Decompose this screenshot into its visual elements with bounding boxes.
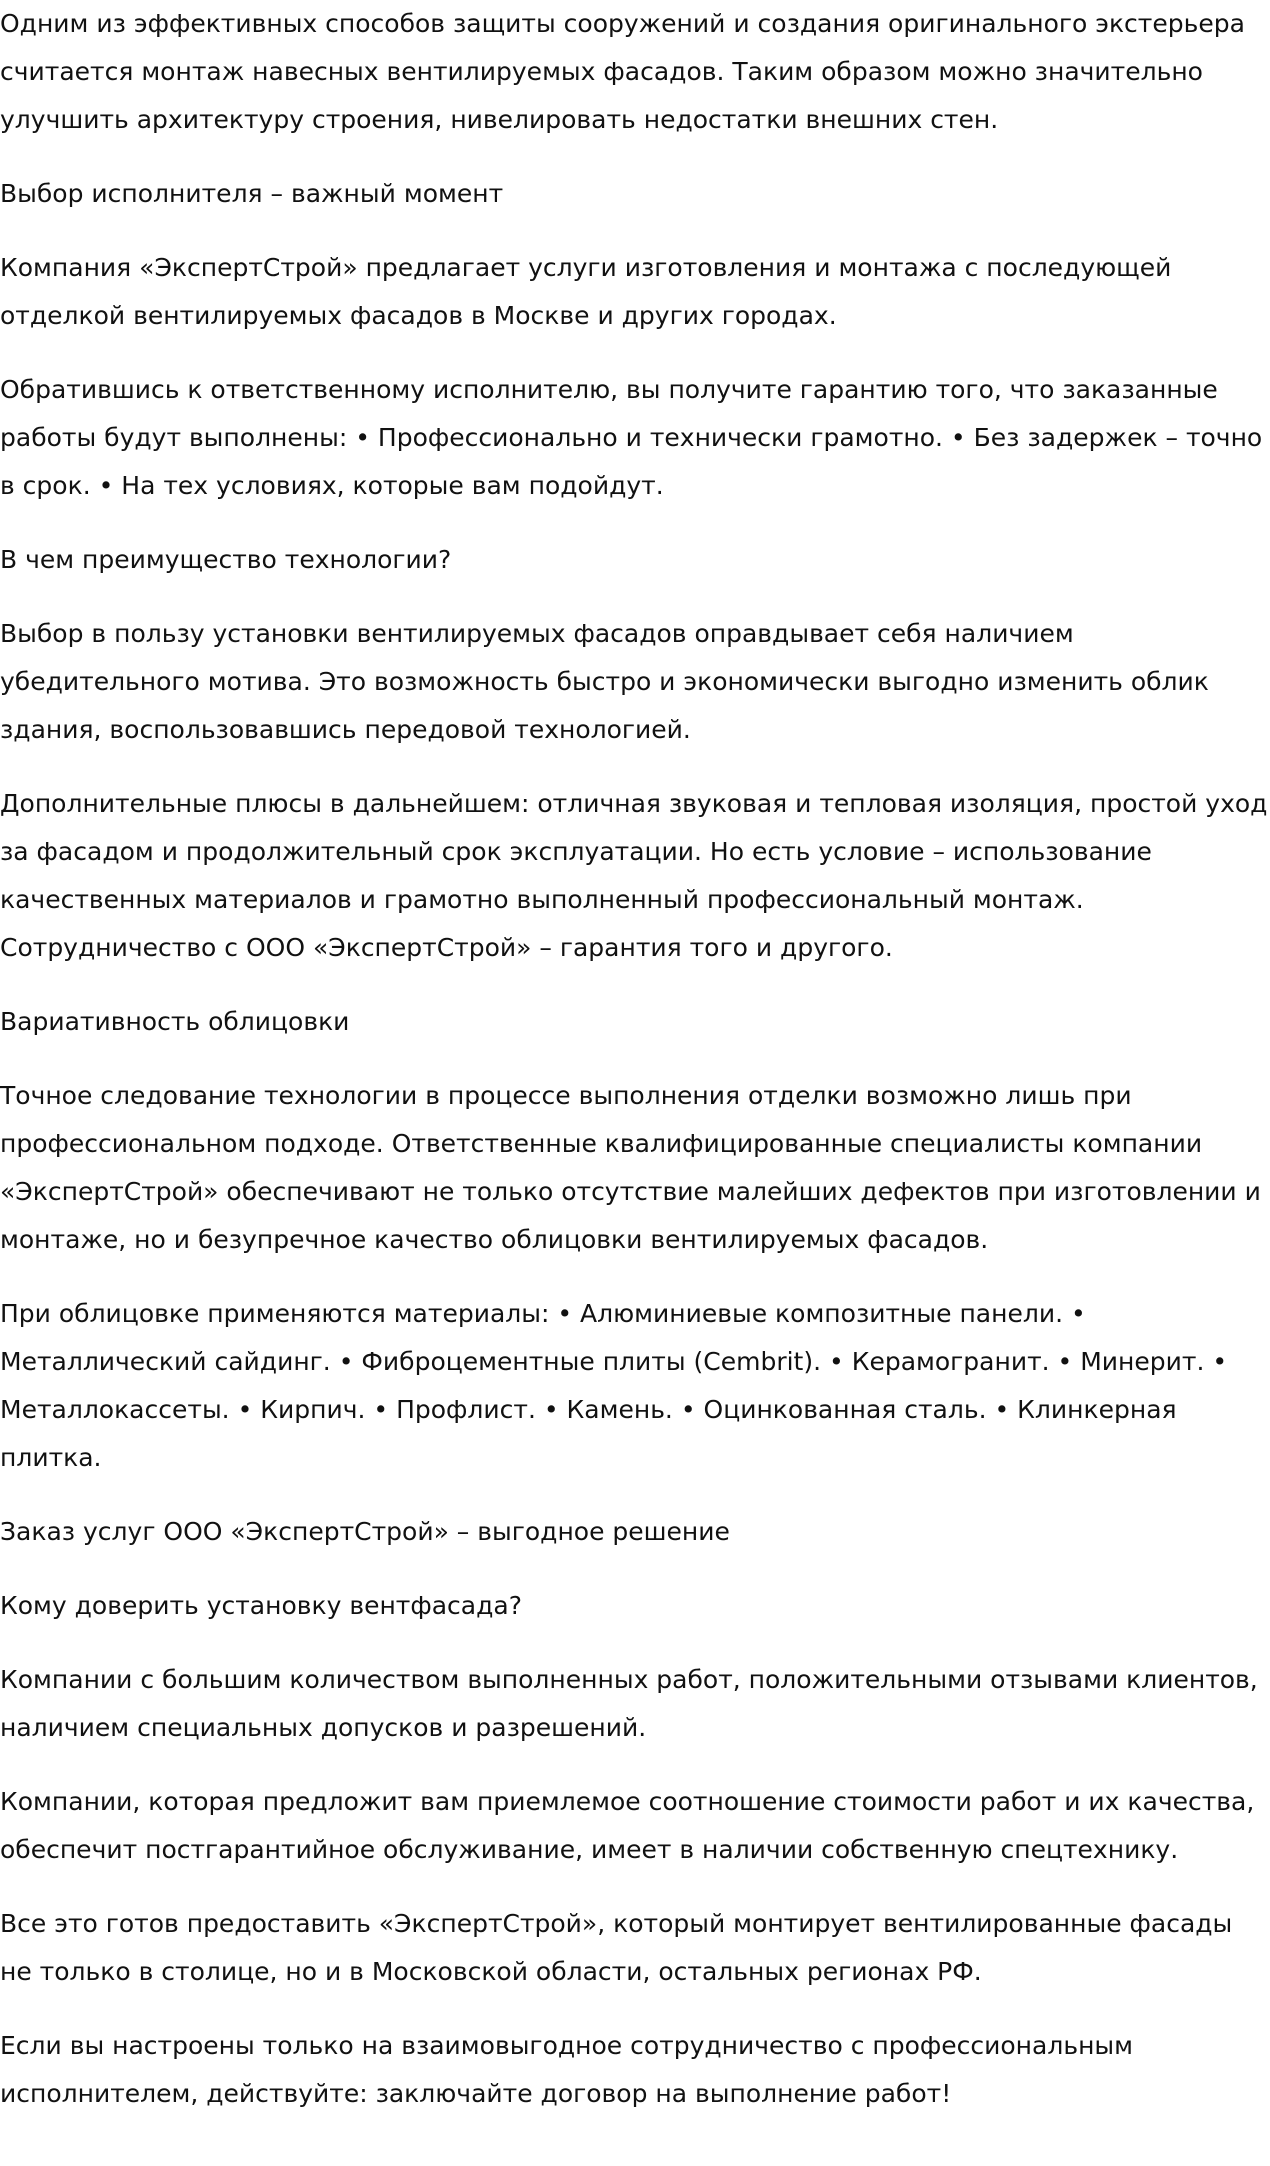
intro-paragraph: Одним из эффективных способов защиты сооружений и создания оригинального экстерьера считается монтаж навесных вентилируемых фасадов. Таким образом можно значительно улучшить архитектуру строения, нивелировать недостатки внешних стен. (0, 9, 1245, 134)
price-quality-paragraph: Компании, которая предложит вам приемлемое соотношение стоимости работ и их качества, обеспечит постгарантийное обслуживание, имеет в наличии собственную спецтехнику. (0, 1787, 1255, 1864)
paragraph-gap (0, 1752, 1270, 1778)
heading-cladding-variety: Вариативность облицовки (0, 1007, 350, 1036)
paragraph-gap (0, 144, 1270, 170)
paragraph-gap (0, 1482, 1270, 1508)
call-to-action-paragraph: Если вы настроены только на взаимовыгодное сотрудничество с профессиональным исполнителем, действуйте: заключайте договор на выполнение работ! (0, 2031, 1134, 2108)
heading-choose-contractor: Выбор исполнителя – важный момент (0, 179, 504, 208)
quality-paragraph: Точное следование технологии в процессе выполнения отделки возможно лишь при профессиональном подходе. Ответственные квалифицированные специалисты компании «ЭкспертСтрой» обеспечивают не только отсутствие малейших дефектов при изготовлении и монтаже, но и безупречное качество облицовки вентилируемых фасадов. (0, 1081, 1261, 1254)
paragraph-gap (0, 1874, 1270, 1900)
regions-paragraph: Все это готов предоставить «ЭкспертСтрой», который монтирует вентилированные фасады не только в столице, но и в Московской области, остальных регионах РФ. (0, 1909, 1233, 1986)
paragraph-gap (0, 1630, 1270, 1656)
paragraph-gap (0, 340, 1270, 366)
paragraph-gap (0, 1264, 1270, 1290)
company-offer-paragraph: Компания «ЭкспертСтрой» предлагает услуги изготовления и монтажа с последующей отделкой вентилируемых фасадов в Москве и других городах. (0, 253, 1172, 330)
guarantee-paragraph: Обратившись к ответственному исполнителю, вы получите гарантию того, что заказанные работы будут выполнены: • Профессионально и технически грамотно. • Без задержек – точно в срок. • На тех условиях, которые вам подойдут. (0, 375, 1263, 500)
materials-paragraph: При облицовке применяются материалы: • Алюминиевые композитные панели. • Металлический сайдинг. • Фиброцементные плиты (Cembrit). • Керамогранит. • Минерит. • Металлокассеты. • Кирпич. • Профлист. • Камень. • Оцинкованная сталь. • Клинкерная плитка. (0, 1299, 1228, 1472)
benefits-paragraph: Дополнительные плюсы в дальнейшем: отличная звуковая и тепловая изоляция, простой уход за фасадом и продолжительный срок эксплуатации. Но есть условие – использование качественных материалов и грамотно выполненный профессиональный монтаж. Сотрудничество с ООО «ЭкспертСтрой» – гарантия того и другого. (0, 789, 1268, 962)
paragraph-gap (0, 584, 1270, 610)
paragraph-gap (0, 1046, 1270, 1072)
paragraph-gap (0, 972, 1270, 998)
heading-technology-advantage: В чем преимущество технологии? (0, 545, 452, 574)
paragraph-gap (0, 218, 1270, 244)
paragraph-gap (0, 754, 1270, 780)
heading-who-to-trust: Кому доверить установку вентфасада? (0, 1591, 522, 1620)
experience-paragraph: Компании с большим количеством выполненных работ, положительными отзывами клиентов, наличием специальных допусков и разрешений. (0, 1665, 1258, 1742)
paragraph-gap (0, 1556, 1270, 1582)
paragraph-gap (0, 510, 1270, 536)
heading-order-services: Заказ услуг ООО «ЭкспертСтрой» – выгодное решение (0, 1517, 730, 1546)
paragraph-gap (0, 1996, 1270, 2022)
technology-paragraph: Выбор в пользу установки вентилируемых фасадов оправдывает себя наличием убедительного мотива. Это возможность быстро и экономически выгодно изменить облик здания, воспользовавшись передовой технологией. (0, 619, 1209, 744)
